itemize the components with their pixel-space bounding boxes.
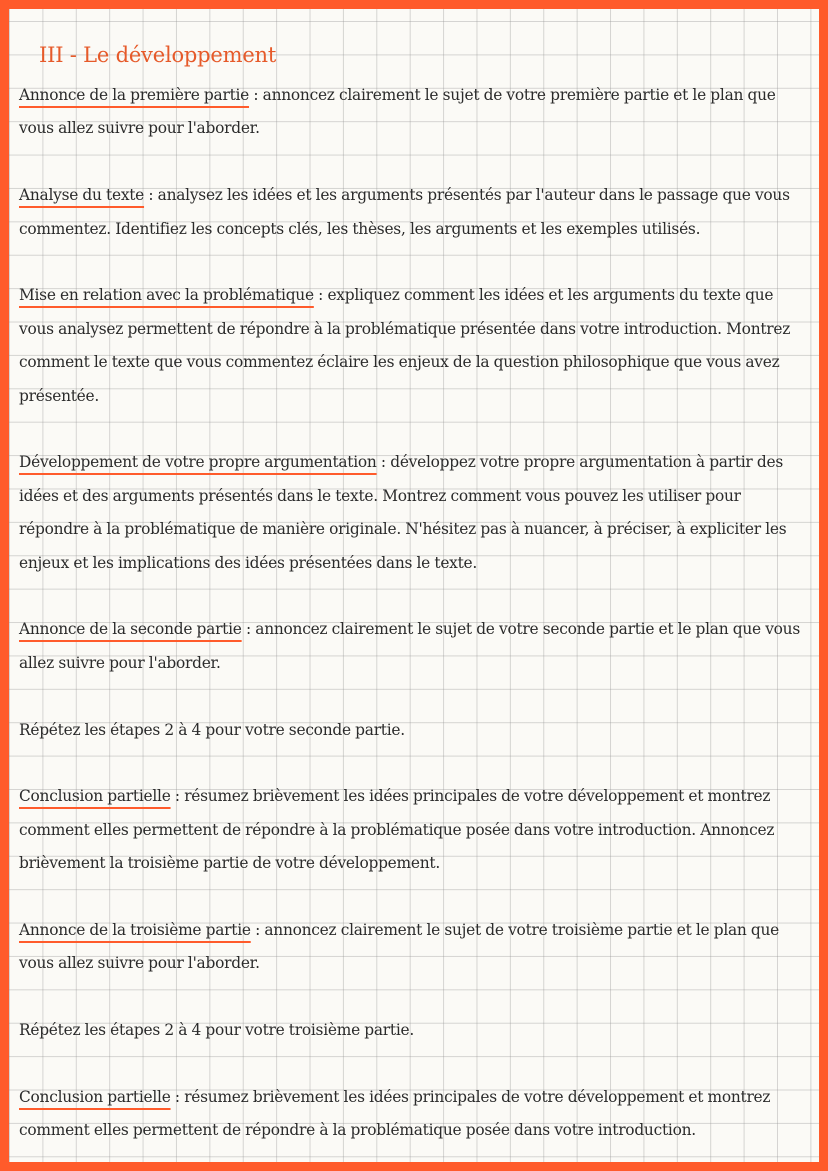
section-title: III - Le développement	[39, 43, 277, 67]
paragraph-term: Annonce de la troisième partie	[19, 921, 251, 940]
paragraph-body: résumez brièvement les idées principales de votre développement et montrez comment elles permettent de répondre à la problématique posée dans votre introduction. Annoncez brièvement la troisième partie de votre développement.	[19, 787, 775, 873]
paragraph-term: Annonce de la seconde partie	[19, 620, 242, 639]
term-separator: :	[250, 921, 265, 940]
paragraph-problem-link	[19, 279, 809, 413]
term-separator: :	[241, 620, 256, 639]
paragraph-first-part-announcement	[19, 79, 809, 146]
paragraph-body: Répétez les étapes 2 à 4 pour votre seconde partie.	[19, 720, 405, 739]
paragraph-term: Mise en relation avec la problématique	[19, 286, 314, 305]
paragraph-body: annoncez clairement le sujet de votre première partie et le plan que vous allez suivre pour l'aborder.	[19, 86, 776, 138]
notebook-page	[9, 9, 819, 1162]
paragraph-body: analysez les idées et les arguments présentés par l'auteur dans le passage que vous commentez. Identifiez les concepts clés, les thèses, les arguments et les exemples utilisés.	[19, 186, 790, 238]
paragraph-body: annoncez clairement le sujet de votre seconde partie et le plan que vous allez suivre pour l'aborder.	[19, 620, 800, 672]
paragraph-repeat-second	[19, 714, 809, 747]
paragraph-body: résumez brièvement les idées principales de votre développement et montrez comment elles permettent de répondre à la problématique posée dans votre introduction.	[19, 1088, 771, 1140]
paragraph-text-analysis	[19, 179, 809, 246]
paragraph-partial-conclusion-1	[19, 780, 809, 880]
paragraph-term: Conclusion partielle	[19, 1088, 171, 1107]
paragraph-body: Répétez les étapes 2 à 4 pour votre troisième partie.	[19, 1021, 415, 1040]
paragraph-term: Analyse du texte	[19, 186, 145, 205]
paragraph-third-part-announcement	[19, 914, 809, 981]
term-separator: :	[313, 286, 328, 305]
paragraph-term: Développement de votre propre argumentation	[19, 453, 377, 472]
paragraph-term: Conclusion partielle	[19, 787, 171, 806]
paragraph-body: annoncez clairement le sujet de votre troisième partie et le plan que vous allez suivre pour l'aborder.	[19, 921, 780, 973]
term-separator: :	[144, 186, 158, 205]
term-separator: :	[249, 86, 263, 104]
term-separator: :	[170, 787, 185, 806]
paragraph-second-part-announcement	[19, 613, 809, 680]
term-separator: :	[376, 453, 391, 472]
document-body	[19, 79, 809, 1148]
paragraph-repeat-third	[19, 1014, 809, 1047]
paragraph-body: expliquez comment les idées et les arguments du texte que vous analysez permettent de répondre à la problématique présentée dans votre introduction. Montrez comment le texte que vous commentez éclaire les enjeux de la question philosophique que vous avez présentée.	[19, 286, 791, 405]
paragraph-own-argumentation	[19, 446, 809, 580]
paragraph-body: développez votre propre argumentation à partir des idées et des arguments présentés dans le texte. Montrez comment vous pouvez les utiliser pour répondre à la problématique de manière originale. N'hésitez pas à nuancer, à préciser, à expliciter les enjeux et les implications des idées présentées dans le texte.	[19, 453, 787, 572]
paragraph-term: Annonce de la première partie	[19, 86, 250, 104]
paragraph-partial-conclusion-2	[19, 1081, 809, 1148]
term-separator: :	[170, 1088, 185, 1107]
